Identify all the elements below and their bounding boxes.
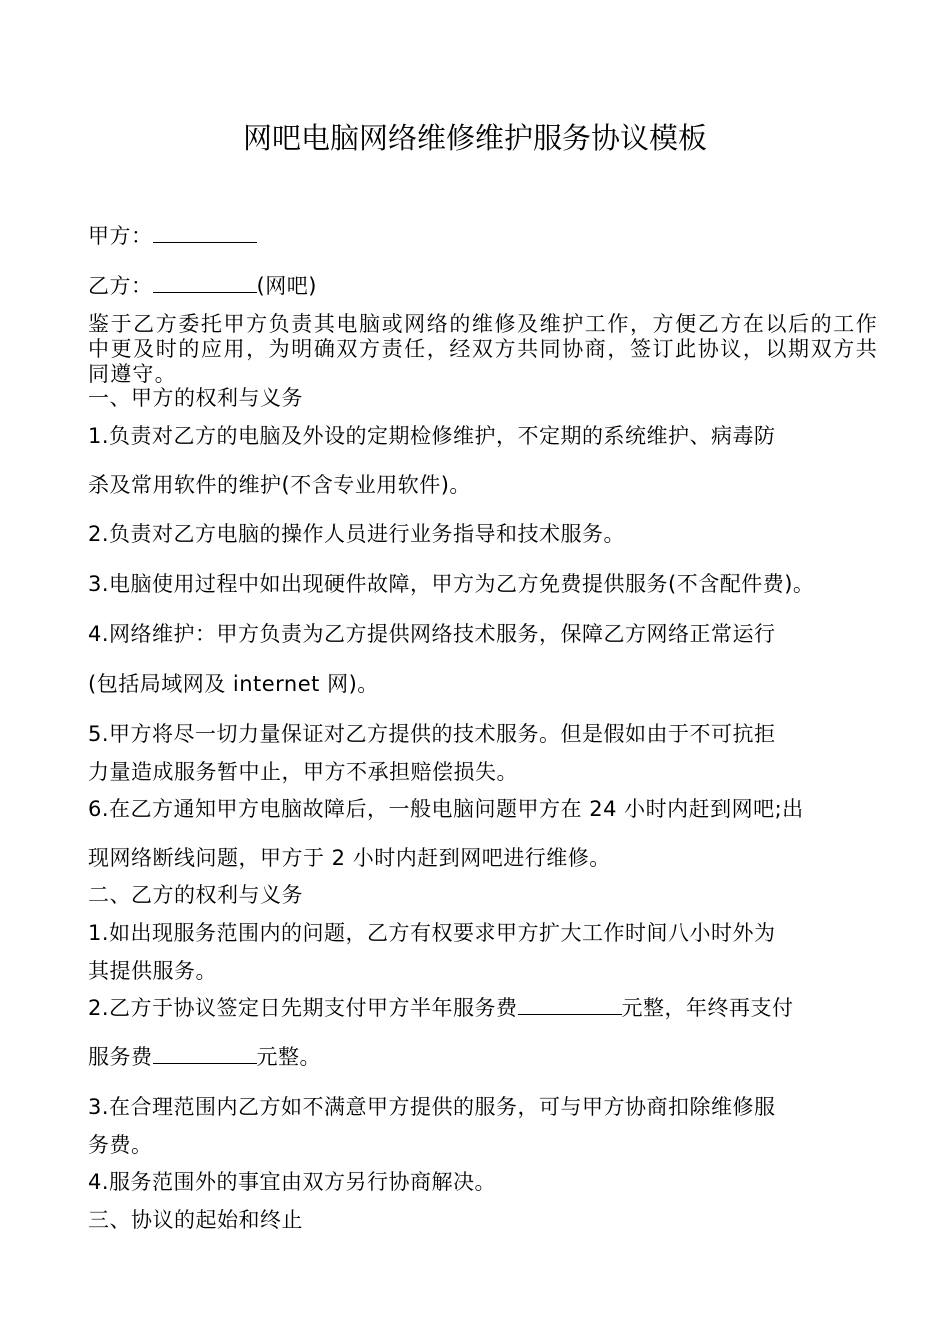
party-a-blank <box>153 222 257 243</box>
s1-item6-line2: 现网络断线问题，甲方于 2 小时内赶到网吧进行维修。 <box>88 846 611 870</box>
s2-item3-line2: 务费。 <box>88 1133 153 1157</box>
s2-item2-text-d: 元整。 <box>256 1045 321 1069</box>
s1-item3: 3.电脑使用过程中如出现硬件故障，甲方为乙方免费提供服务(不含配件费)。 <box>88 572 815 596</box>
s1-item5-line1: 5.甲方将尽一切力量保证对乙方提供的技术服务。但是假如由于不可抗拒 <box>88 722 776 746</box>
s2-item2-line2 <box>88 1043 321 1071</box>
s2-item4: 4.服务范围外的事宜由双方另行协商解决。 <box>88 1170 497 1194</box>
party-b-suffix: (网吧) <box>256 274 317 298</box>
section3-heading: 三、协议的起始和终止 <box>88 1208 303 1232</box>
s1-item4-line2: (包括局域网及 internet 网)。 <box>88 672 379 696</box>
s1-item1-line2: 杀及常用软件的维护(不含专业用软件)。 <box>88 473 471 497</box>
year-end-fee-blank <box>153 1043 257 1064</box>
s2-item3-line1: 3.在合理范围内乙方如不满意甲方提供的服务，可与甲方协商扣除维修服 <box>88 1095 776 1119</box>
s2-item2-text-a: 2.乙方于协议签定日先期支付甲方半年服务费 <box>88 996 518 1020</box>
party-a-label: 甲方： <box>88 224 153 248</box>
s2-item1-line1: 1.如出现服务范围内的问题，乙方有权要求甲方扩大工作时间八小时外为 <box>88 921 776 945</box>
half-year-fee-blank <box>518 994 622 1015</box>
section1-heading: 一、甲方的权利与义务 <box>88 386 303 410</box>
section2-heading: 二、乙方的权利与义务 <box>88 883 303 907</box>
s2-item2-text-c: 服务费 <box>88 1045 153 1069</box>
s2-item2-text-b: 元整，年终再支付 <box>621 996 794 1020</box>
party-a-line <box>88 222 257 250</box>
party-b-line <box>88 272 317 300</box>
party-b-label: 乙方： <box>88 274 153 298</box>
s2-item1-line2: 其提供服务。 <box>88 959 217 983</box>
s1-item2: 2.负责对乙方电脑的操作人员进行业务指导和技术服务。 <box>88 522 626 546</box>
s1-item4-line1: 4.网络维护：甲方负责为乙方提供网络技术服务，保障乙方网络正常运行 <box>88 622 776 646</box>
s1-item5-line2: 力量造成服务暂中止，甲方不承担赔偿损失。 <box>88 760 518 784</box>
s1-item6-line1: 6.在乙方通知甲方电脑故障后，一般电脑问题甲方在 24 小时内赶到网吧;出 <box>88 797 804 821</box>
document-title: 网吧电脑网络维修维护服务协议模板 <box>242 121 707 155</box>
s2-item2-line1 <box>88 994 794 1022</box>
party-b-blank <box>153 272 257 293</box>
s1-item1-line1: 1.负责对乙方的电脑及外设的定期检修维护，不定期的系统维护、病毒防 <box>88 424 776 448</box>
preamble-paragraph: 鉴于乙方委托甲方负责其电脑或网络的维修及维护工作，方便乙方在以后的工作中更及时的应用，为明确双方责任，经双方共同协商，签订此协议，以期双方共同遵守。 <box>88 312 878 386</box>
